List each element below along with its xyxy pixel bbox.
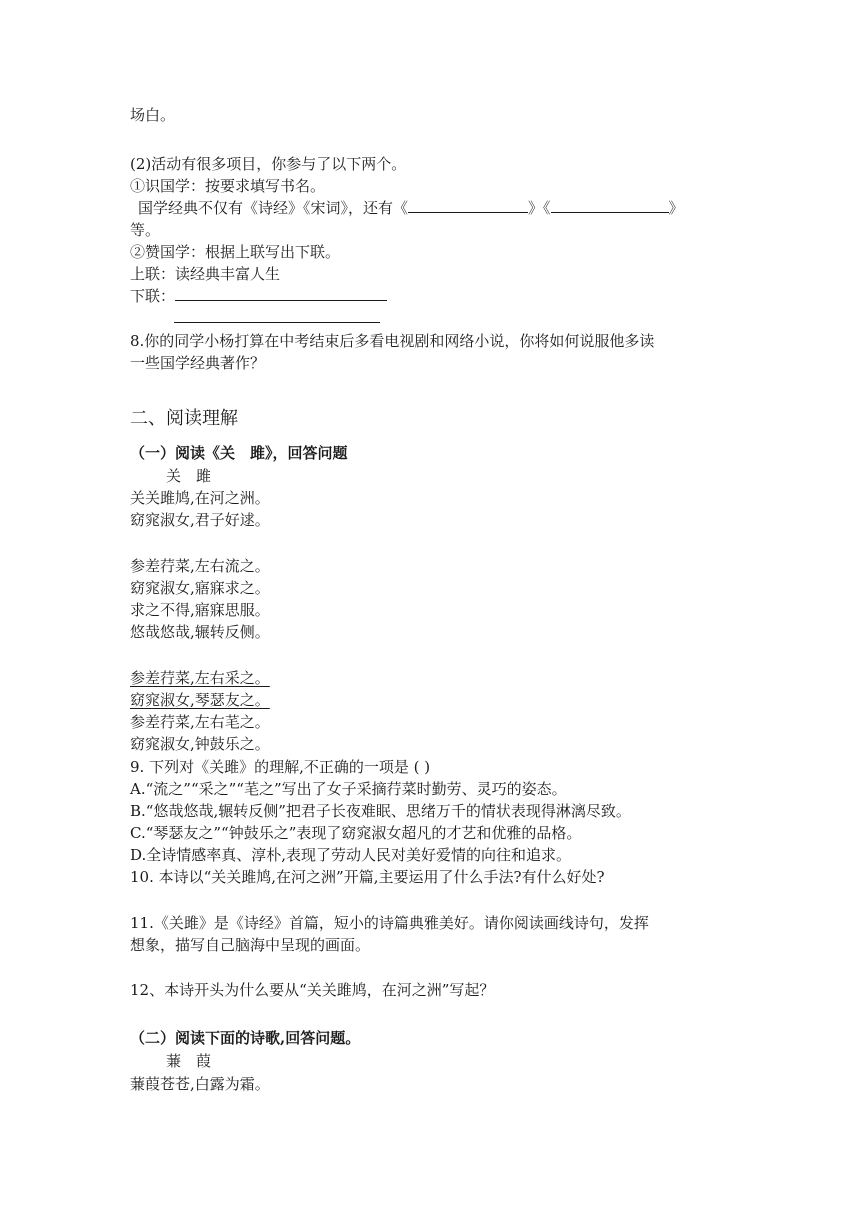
answer-blank[interactable] — [174, 307, 380, 323]
poem-line: 悠哉悠哉,辗转反侧。 — [130, 623, 270, 641]
text-line: ②赞国学：根据上联写出下联。 — [130, 243, 341, 261]
text-line: 8.你的同学小杨打算在中考结束后多看电视剧和网络小说，你将如何说服他多读 — [130, 332, 655, 350]
text-fragment: 国学经典不仅有《诗经》《宋词》，还有《 — [138, 199, 409, 217]
poem-line: 窈窕淑女,钟鼓乐之。 — [130, 735, 270, 753]
poem-line: 关关雎鸠,在河之洲。 — [130, 489, 270, 507]
question-9: 9. 下列对《关雎》的理解,不正确的一项是 ( ) — [130, 758, 431, 776]
underlined-poem-line: 窈窕淑女,琴瑟友之。 — [130, 691, 270, 709]
fill-in-line — [130, 285, 387, 307]
text-line: 一些国学经典著作？ — [130, 354, 266, 372]
answer-blank[interactable] — [175, 285, 387, 301]
text-fragment: 》《 — [528, 199, 551, 217]
poem-line: 窈窕淑女,君子好逑。 — [130, 511, 270, 529]
question-12: 12、本诗开头为什么要从“关关雎鸠，在河之洲”写起？ — [130, 981, 495, 999]
text-line: 上联：读经典丰富人生 — [130, 265, 281, 283]
poem-line: 窈窕淑女,寤寐求之。 — [130, 579, 270, 597]
text-line: (2)活动有很多项目，你参与了以下两个。 — [130, 155, 407, 173]
text-fragment: 下联： — [130, 287, 176, 305]
option-d: D.全诗情感率真、淳朴,表现了劳动人民对美好爱情的向往和追求。 — [130, 846, 572, 864]
option-a: A.“流之”“采之”“芼之”写出了女子采摘荇菜时勤劳、灵巧的姿态。 — [130, 780, 567, 798]
question-11: 11.《关雎》是《诗经》首篇，短小的诗篇典雅美好。请你阅读画线诗句，发挥 — [130, 914, 649, 932]
subsection-heading: （一）阅读《关 雎》，回答问题 — [130, 444, 348, 462]
text-fragment: 》 — [668, 199, 684, 217]
option-b: B.“悠哉悠哉,辗转反侧”把君子长夜难眠、思绪万千的情状表现得淋漓尽致。 — [130, 802, 631, 820]
question-11-continued: 想象，描写自己脑海中呈现的画面。 — [130, 936, 371, 954]
question-10: 10. 本诗以“关关雎鸠,在河之洲”开篇,主要运用了什么手法?有什么好处? — [130, 868, 605, 886]
fill-in-line — [174, 307, 380, 329]
subsection-heading: （二）阅读下面的诗歌,回答问题。 — [130, 1029, 361, 1047]
poem-title: 关 雎 — [166, 467, 212, 485]
text-line: 场白。 — [130, 106, 176, 124]
poem-line: 蒹葭苍苍,白露为霜。 — [130, 1075, 270, 1093]
poem-line: 参差荇菜,左右芼之。 — [130, 713, 270, 731]
poem-line: 求之不得,寤寐思服。 — [130, 601, 270, 619]
poem-line: 参差荇菜,左右流之。 — [130, 557, 270, 575]
underlined-poem-line: 参差荇菜,左右采之。 — [130, 669, 270, 687]
text-line: 等。 — [130, 221, 161, 239]
poem-title: 蒹 葭 — [166, 1052, 212, 1070]
answer-blank[interactable] — [551, 197, 669, 213]
section-heading: 二、阅读理解 — [130, 408, 238, 429]
answer-blank[interactable] — [408, 197, 528, 213]
fill-in-line — [130, 197, 684, 219]
text-line: ①识国学：按要求填写书名。 — [130, 177, 326, 195]
option-c: C.“琴瑟友之”“钟鼓乐之”表现了窈窕淑女超凡的才艺和优雅的品格。 — [130, 824, 582, 842]
